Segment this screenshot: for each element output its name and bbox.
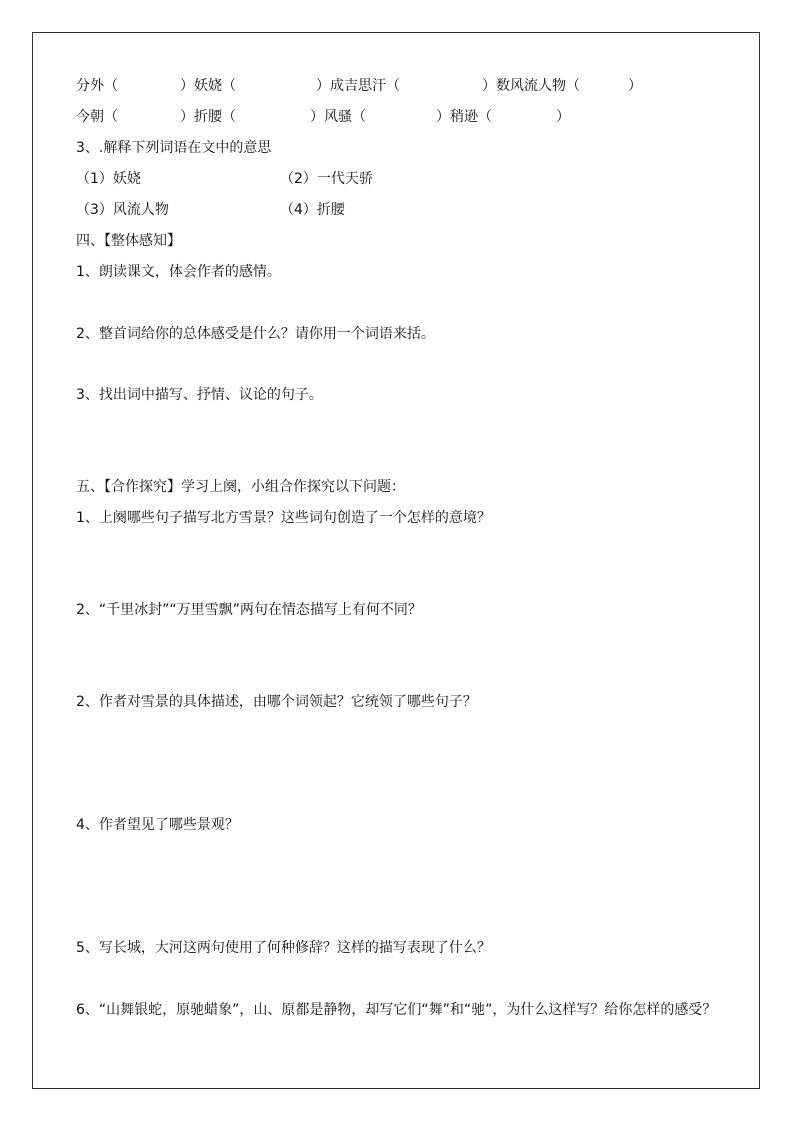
vocab-item: ）稍逊（	[436, 109, 492, 125]
q3-item: （3）风流人物	[76, 202, 169, 218]
vocab-item: ）妖娆（	[180, 78, 236, 94]
section-4-question: 2、整首词给你的总体感受是什么？请你用一个词语来括。	[76, 326, 435, 342]
vocab-item: ）	[556, 109, 570, 125]
vocab-item: ）折腰（	[180, 109, 236, 125]
worksheet-frame	[32, 32, 760, 1089]
vocab-item: ）风骚（	[310, 109, 366, 125]
section-5-question: 4、作者望见了哪些景观？	[76, 817, 239, 833]
section-4-question: 1、朗读课文，体会作者的感情。	[76, 264, 281, 280]
q3-item: （1）妖娆	[76, 171, 141, 187]
vocab-item: 今朝（	[76, 109, 118, 125]
q3-item: （4）折腰	[280, 202, 345, 218]
vocab-row-2	[76, 108, 676, 126]
section-5-question: 2、“千里冰封”“万里雪飘”两句在情态描写上有何不同？	[76, 602, 422, 618]
q3-title: 3、.解释下列词语在文中的意思	[76, 140, 272, 156]
vocab-item: 分外（	[76, 78, 118, 94]
vocab-item: ）数风流人物（	[482, 78, 580, 94]
section-4-title: 四、【整体感知】	[76, 233, 181, 249]
vocab-item: ）	[628, 78, 642, 94]
section-4-question: 3、找出词中描写、抒情、议论的句子。	[76, 387, 323, 403]
vocab-item: ）成吉思汗（	[316, 78, 400, 94]
vocab-row-1	[76, 77, 676, 95]
section-5-title: 五、【合作探究】学习上阕，小组合作探究以下问题：	[76, 479, 405, 495]
q3-item: （2）一代天骄	[280, 171, 373, 187]
section-5-question: 2、作者对雪景的具体描述，由哪个词领起？它统领了哪些句子？	[76, 694, 477, 710]
section-5-question: 1、上阕哪些句子描写北方雪景？这些词句创造了一个怎样的意境？	[76, 510, 491, 526]
section-5-question: 6、“山舞银蛇，原驰蜡象”，山、原都是静物，却写它们“舞”和“驰”，为什么这样写？给你怎样的感受？	[76, 1002, 717, 1018]
section-5-question: 5、写长城，大河这两句使用了何种修辞？这样的描写表现了什么？	[76, 940, 491, 956]
